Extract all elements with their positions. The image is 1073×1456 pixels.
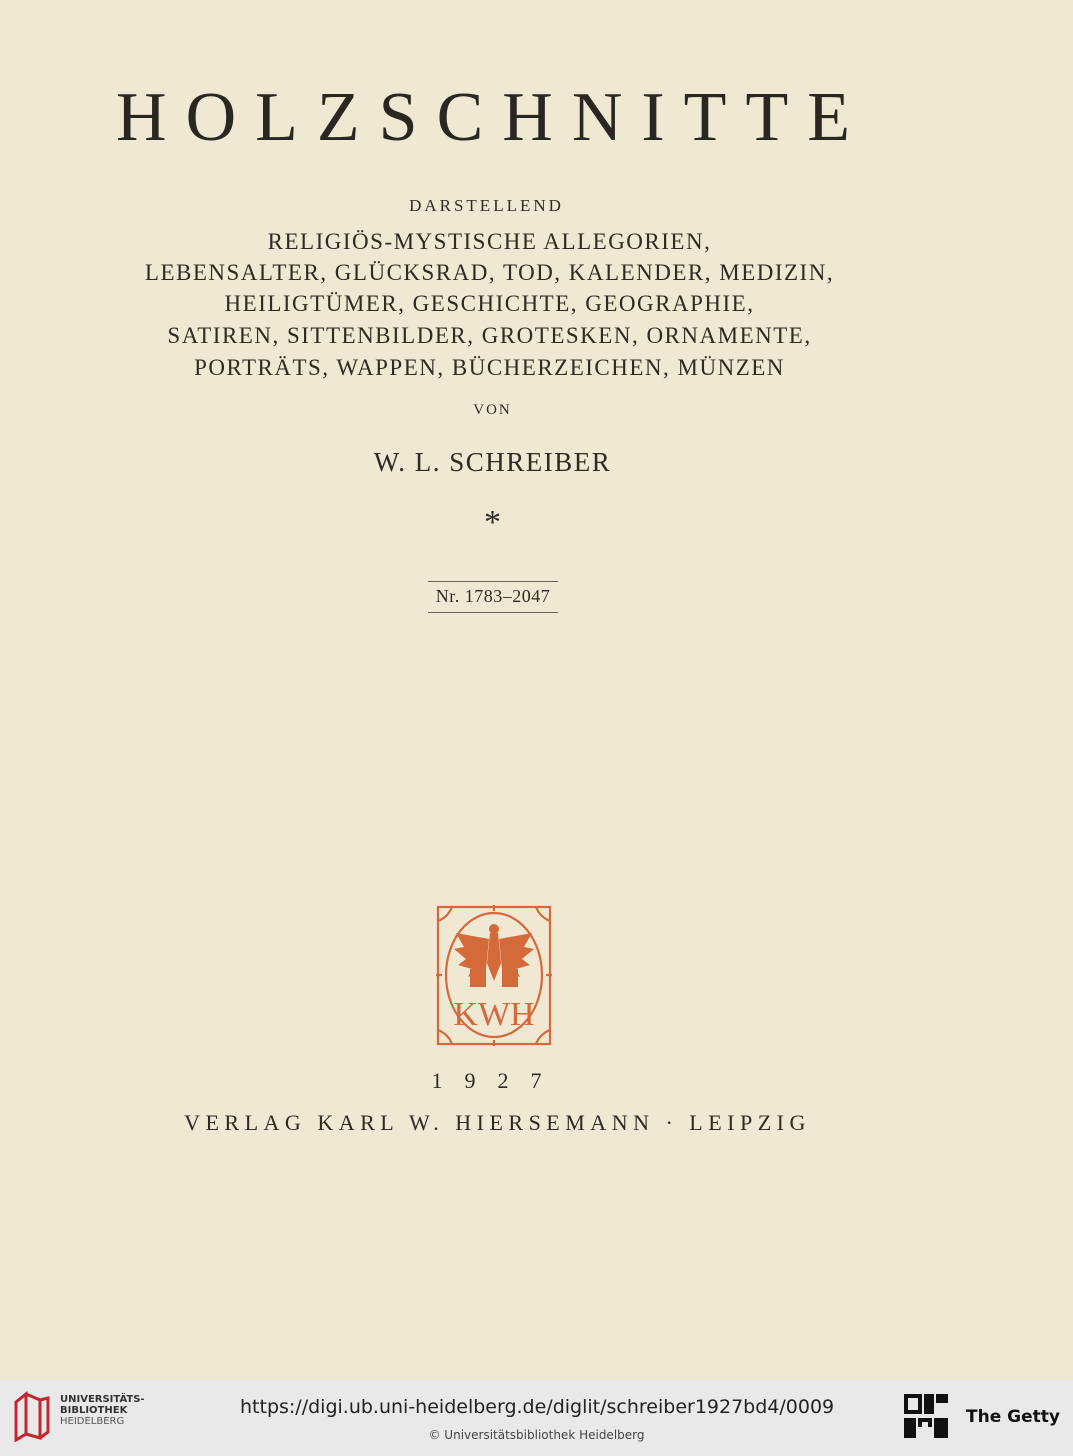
by-label: VON: [473, 402, 512, 418]
subject-line: LEBENSALTER, GLÜCKSRAD, TOD, KALENDER, MEDIZIN,: [144, 260, 835, 285]
number-range: Nr. 1783–2047: [435, 586, 551, 606]
publication-year: 1927: [431, 1068, 564, 1093]
subject-line: SATIREN, SITTENBILDER, GROTESKEN, ORNAMENTE,: [167, 323, 812, 348]
subject-line: RELIGIÖS-MYSTISCHE ALLEGORIEN,: [267, 229, 712, 254]
author-name: W. L. SCHREIBER: [373, 447, 612, 477]
permalink-url[interactable]: https://digi.ub.uni-heidelberg.de/diglit/schreiber1927bd4/0009: [240, 1396, 835, 1418]
subtitle-intro: DARSTELLEND: [409, 196, 564, 215]
ub-label-line: BIBLIOTHEK: [60, 1405, 128, 1416]
getty-logo-icon[interactable]: [902, 1392, 950, 1442]
book-title: HOLZSCHNITTE: [116, 79, 869, 156]
subject-line: HEILIGTÜMER, GESCHICHTE, GEOGRAPHIE,: [224, 291, 755, 316]
subject-line: PORTRÄTS, WAPPEN, BÜCHERZEICHEN, MÜNZEN: [194, 355, 785, 380]
ub-label-line: UNIVERSITÄTS-: [60, 1394, 145, 1405]
publisher-mark-letters: KWH: [453, 996, 535, 1033]
ub-label-line: HEIDELBERG: [60, 1416, 125, 1427]
publisher-eagle-mark-icon: [434, 903, 554, 1048]
getty-label[interactable]: The Getty: [966, 1407, 1060, 1427]
publisher-imprint: VERLAG KARL W. HIERSEMANN · LEIPZIG: [184, 1110, 811, 1135]
copyright-notice: © Universitätsbibliothek Heidelberg: [428, 1428, 645, 1442]
ornament-asterisk: *: [484, 504, 501, 541]
viewer-footer: [0, 1380, 1073, 1456]
ub-heidelberg-label[interactable]: [60, 1394, 145, 1427]
